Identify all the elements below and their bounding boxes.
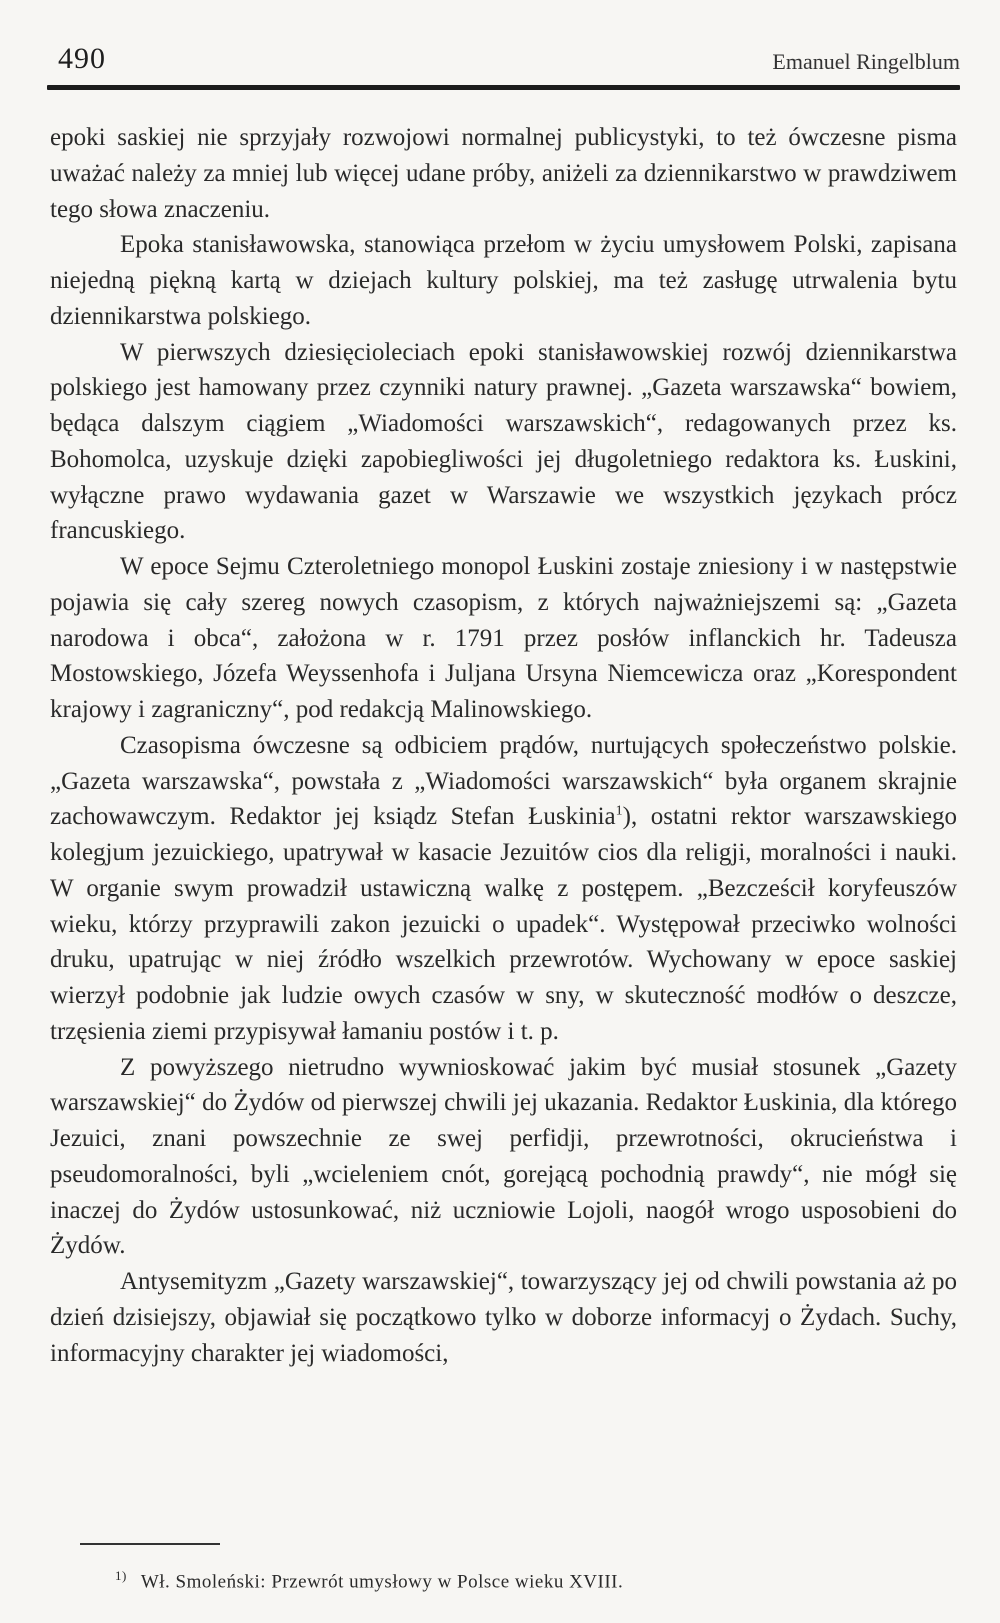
paragraph-3: W pierwszych dziesięcioleciach epoki stanisławowskiej rozwój dziennikarstwa polskiego jest hamowany przez czynniki natury prawnej. „Gazeta warszawska“ bowiem, będąca dalszym ciągiem „Wiadomości warszawskich“, redagowanych przez ks. Bohomolca, uzyskuje dzięki zapobiegliwości jej długoletniego redaktora ks. Łuskini, wyłączne prawo wydawania gazet w Warszawie we wszystkich językach prócz francuskiego. [50,338,957,545]
page-number: 490 [58,42,106,75]
paragraph-5 [50,728,957,1050]
body-text [50,120,957,1371]
footnote-rule [80,1543,220,1545]
running-head: Emanuel Ringelblum [772,49,960,74]
paragraph-1: epoki saskiej nie sprzyjały rozwojowi normalnej publicystyki, to też ówczesne pisma uważać należy za mniej lub więcej udane próby, aniżeli za dziennikarstwo w prawdziwem tego słowa znaczeniu. [50,124,957,223]
paragraph-4: W epoce Sejmu Czteroletniego monopol Łuskini zostaje zniesiony i w następstwie pojawia się cały szereg nowych czasopism, z których najważniejszemi są: „Gazeta narodowa i obca“, założona w r. 1791 przez posłów inflanckich hr. Tadeusza Mostowskiego, Józefa Weyssenhofa i Juljana Ursyna Niemcewicza oraz „Korespondent krajowy i zagraniczny“, pod redakcją Malinowskiego. [50,553,957,723]
header-rule [47,85,960,90]
footnote-text: Wł. Smoleński: Przewrót umysłowy w Polsce wieku XVIII. [140,1571,624,1593]
page-header [42,42,960,82]
paragraph-7: Antysemityzm „Gazety warszawskiej“, towarzyszący jej od chwili powstania aż po dzień dzisiejszy, objawiał się początkowo tylko w doborze informacyj o Żydach. Suchy, informacyjny charakter jej wiadomości, [50,1268,957,1367]
footnote [115,1568,623,1593]
footnote-marker: 1) [115,1568,127,1583]
paragraph-6: Z powyższego nietrudno wywnioskować jakim być musiał stosunek „Gazety warszawskiej“ do Żydów od pierwszej chwili jej ukazania. Redaktor Łuskinia, dla którego Jezuici, znani powszechnie ze swej perfidji, przewrotności, okrucieństwa i pseudomoralności, byli „wcieleniem cnót, gorejącą pochodnią prawdy“, nie mógł się inaczej do Żydów ustosunkować, niż uczniowie Lojoli, naogół wrogo usposobieni do Żydów. [50,1053,957,1260]
paragraph-5-text-a: Czasopisma ówczesne są odbiciem prądów, nurtujących społeczeństwo polskie. „Gazeta warszawska“, powstała z „Wiadomości warszawskich“ była organem skrajnie zachowawczym. Redaktor jej ksiądz Stefan Łuskinia [50,731,957,831]
footnote-reference: 1 [615,803,623,819]
paragraph-5-text-b: ), ostatni rektor warszawskiego kolegjum jezuickiego, upatrywał w kasacie Jezuitów cios dla religji, moralności i nauki. W organie swym prowadził ustawiczną walkę z postępem. „Bezcześcił koryfeuszów wieku, którzy przyprawili zakon jezuicki o upadek“. Występował przeciwko wolności druku, upatrując w niej źródło wszelkich przewrotów. Wychowany w epoce saskiej wierzył podobnie jak ludzie owych czasów w sny, w skuteczność modłów o deszcze, trzęsienia ziemi przypisywał łamaniu postów i t. p. [50,803,958,1045]
paragraph-2: Epoka stanisławowska, stanowiąca przełom w życiu umysłowem Polski, zapisana niejedną piękną kartą w dziejach kultury polskiej, ma też zasługę utrwalenia bytu dziennikarstwa polskiego. [50,231,957,330]
